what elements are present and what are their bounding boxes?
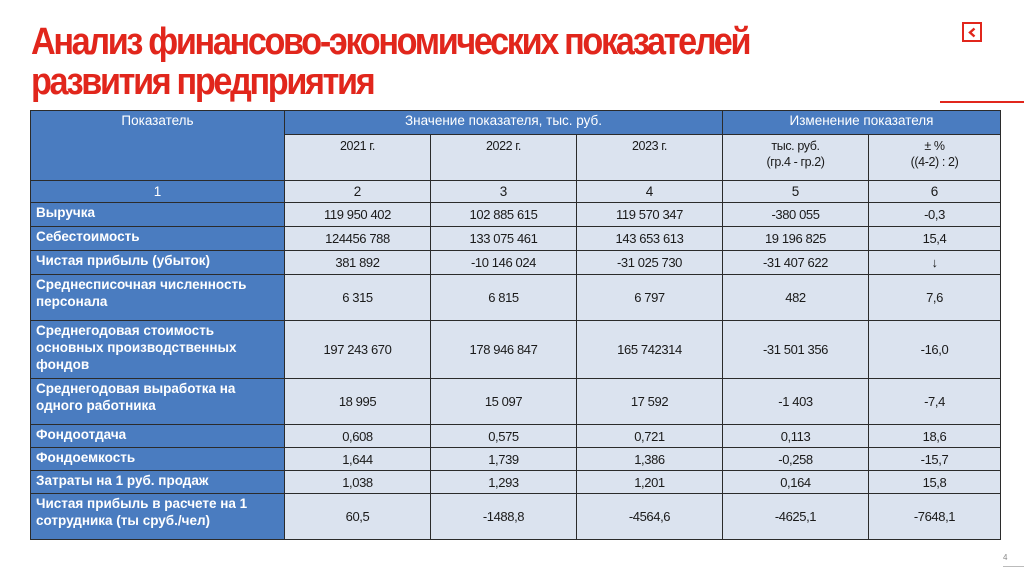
cell-2021: 381 892 bbox=[285, 251, 431, 275]
col-number: 6 bbox=[869, 181, 1001, 203]
cell-2022: 133 075 461 bbox=[431, 227, 577, 251]
cell-change-abs: -31 407 622 bbox=[723, 251, 869, 275]
table-row-cost-per-ruble bbox=[31, 471, 1001, 494]
row-label: Среднесписочная численность персонала bbox=[31, 275, 285, 321]
title-line-2: развития предприятия bbox=[31, 61, 374, 103]
header-change-abs bbox=[723, 135, 869, 181]
cell-2021: 18 995 bbox=[285, 379, 431, 425]
accent-divider bbox=[940, 101, 1024, 103]
page-number: 4 bbox=[1003, 553, 1008, 562]
cell-2022: 102 885 615 bbox=[431, 203, 577, 227]
row-label: Среднегодовая выработка на одного работника bbox=[31, 379, 285, 425]
cell-2022: 0,575 bbox=[431, 425, 577, 448]
indicators-table bbox=[30, 110, 1001, 540]
cell-2021: 1,038 bbox=[285, 471, 431, 494]
cell-2021: 6 315 bbox=[285, 275, 431, 321]
header-year-2021: 2021 г. bbox=[285, 135, 431, 181]
cell-change-pct: -15,7 bbox=[869, 448, 1001, 471]
cell-2022: 178 946 847 bbox=[431, 321, 577, 379]
cell-2021: 1,644 bbox=[285, 448, 431, 471]
header-change-abs-line1: тыс. руб. bbox=[771, 139, 820, 153]
footer-divider bbox=[1003, 566, 1024, 567]
cell-change-pct: 18,6 bbox=[869, 425, 1001, 448]
cell-2023: 119 570 347 bbox=[577, 203, 723, 227]
header-change-pct-line2: ((4-2) : 2) bbox=[910, 155, 959, 169]
table-row-revenue bbox=[31, 203, 1001, 227]
col-number: 4 bbox=[577, 181, 723, 203]
cell-change-abs: 482 bbox=[723, 275, 869, 321]
table-row-profit-per-employee bbox=[31, 494, 1001, 540]
header-year-2023: 2023 г. bbox=[577, 135, 723, 181]
table-row-asset-intensity bbox=[31, 448, 1001, 471]
cell-2023: 1,201 bbox=[577, 471, 723, 494]
cell-2022: 15 097 bbox=[431, 379, 577, 425]
cell-2023: -4564,6 bbox=[577, 494, 723, 540]
header-indicator: Показатель bbox=[31, 111, 285, 181]
table-row-net-profit bbox=[31, 251, 1001, 275]
cell-2021: 124456 788 bbox=[285, 227, 431, 251]
cell-change-pct: -0,3 bbox=[869, 203, 1001, 227]
cell-2021: 60,5 bbox=[285, 494, 431, 540]
header-year-2022: 2022 г. bbox=[431, 135, 577, 181]
cell-2022: 6 815 bbox=[431, 275, 577, 321]
cell-change-pct: -16,0 bbox=[869, 321, 1001, 379]
cell-change-pct: 15,8 bbox=[869, 471, 1001, 494]
row-label: Чистая прибыль (убыток) bbox=[31, 251, 285, 275]
table-row-fixed-assets bbox=[31, 321, 1001, 379]
col-number: 5 bbox=[723, 181, 869, 203]
cell-change-abs: -380 055 bbox=[723, 203, 869, 227]
cell-change-pct: -7,4 bbox=[869, 379, 1001, 425]
cell-2021: 119 950 402 bbox=[285, 203, 431, 227]
cell-2023: 0,721 bbox=[577, 425, 723, 448]
cell-2023: -31 025 730 bbox=[577, 251, 723, 275]
page-title bbox=[31, 22, 749, 102]
table-row-asset-return bbox=[31, 425, 1001, 448]
header-value-group: Значение показателя, тыс. руб. bbox=[285, 111, 723, 135]
row-label: Среднегодовая стоимость основных производственных фондов bbox=[31, 321, 285, 379]
chevron-left-icon bbox=[967, 27, 978, 38]
cell-change-abs: -0,258 bbox=[723, 448, 869, 471]
col-number: 2 bbox=[285, 181, 431, 203]
cell-change-pct: -7648,1 bbox=[869, 494, 1001, 540]
row-label: Выручка bbox=[31, 203, 285, 227]
cell-change-abs: 0,113 bbox=[723, 425, 869, 448]
cell-2023: 1,386 bbox=[577, 448, 723, 471]
col-number: 3 bbox=[431, 181, 577, 203]
cell-2022: -1488,8 bbox=[431, 494, 577, 540]
cell-change-pct: 7,6 bbox=[869, 275, 1001, 321]
cell-change-abs: -4625,1 bbox=[723, 494, 869, 540]
header-change-group: Изменение показателя bbox=[723, 111, 1001, 135]
row-label: Фондоемкость bbox=[31, 448, 285, 471]
row-label: Фондоотдача bbox=[31, 425, 285, 448]
header-change-pct-line1: ± % bbox=[924, 139, 945, 153]
title-line-1: Анализ финансово-экономических показателей bbox=[31, 21, 750, 63]
row-label: Затраты на 1 руб. продаж bbox=[31, 471, 285, 494]
cell-2023: 143 653 613 bbox=[577, 227, 723, 251]
cell-2022: 1,293 bbox=[431, 471, 577, 494]
cell-change-abs: -31 501 356 bbox=[723, 321, 869, 379]
row-label: Чистая прибыль в расчете на 1 сотрудника (ты сруб./чел) bbox=[31, 494, 285, 540]
cell-change-abs: 0,164 bbox=[723, 471, 869, 494]
header-change-abs-line2: (гр.4 - гр.2) bbox=[766, 155, 825, 169]
table-row-headcount bbox=[31, 275, 1001, 321]
back-nav-icon[interactable] bbox=[962, 22, 982, 42]
cell-change-abs: 19 196 825 bbox=[723, 227, 869, 251]
cell-change-pct: 15,4 bbox=[869, 227, 1001, 251]
cell-2023: 6 797 bbox=[577, 275, 723, 321]
cell-2021: 0,608 bbox=[285, 425, 431, 448]
table-row-output-per-worker bbox=[31, 379, 1001, 425]
cell-2022: 1,739 bbox=[431, 448, 577, 471]
cell-change-abs: -1 403 bbox=[723, 379, 869, 425]
cell-2021: 197 243 670 bbox=[285, 321, 431, 379]
cell-2023: 165 742314 bbox=[577, 321, 723, 379]
col-number: 1 bbox=[31, 181, 285, 203]
cell-2022: -10 146 024 bbox=[431, 251, 577, 275]
cell-change-pct: ↓ bbox=[869, 251, 1001, 275]
row-label: Себестоимость bbox=[31, 227, 285, 251]
table-row-cost bbox=[31, 227, 1001, 251]
cell-2023: 17 592 bbox=[577, 379, 723, 425]
header-change-pct bbox=[869, 135, 1001, 181]
